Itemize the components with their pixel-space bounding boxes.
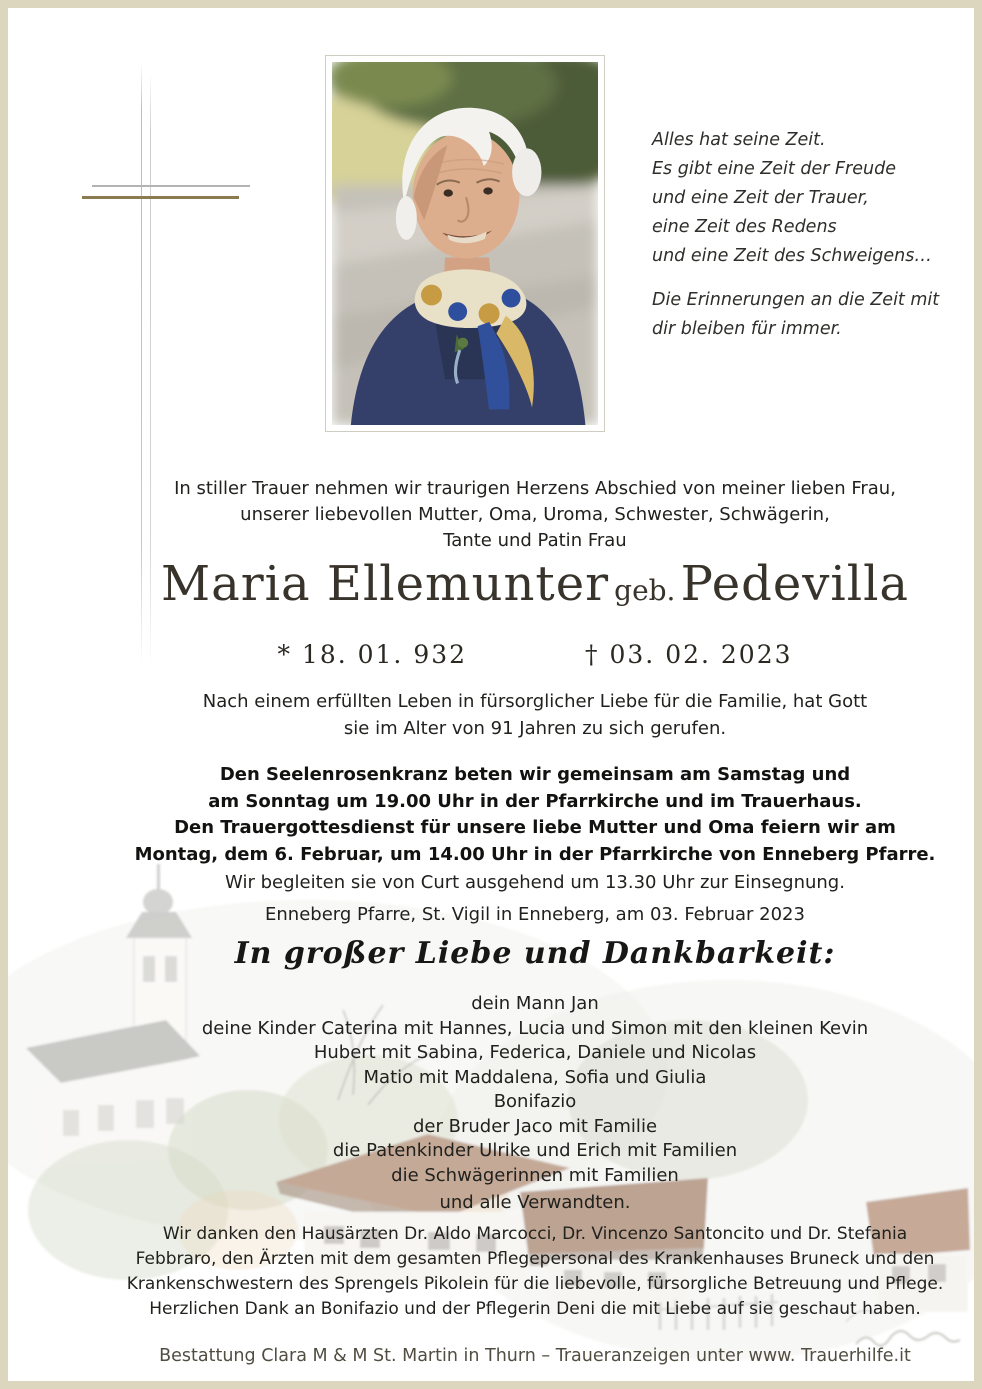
service-announcement: [90, 762, 980, 868]
death-date: † 03. 02. 2023: [585, 640, 793, 669]
thanks-line: Herzlichen Dank an Bonifazio und der Pflegerin Deni die mit Liebe auf sie geschaut haben.: [149, 1299, 921, 1319]
intro-paragraph: [90, 476, 980, 554]
intro-line: unserer liebevollen Mutter, Oma, Uroma, Schwester, Schwägerin,: [240, 504, 830, 525]
service-line: Den Trauergottesdienst für unsere liebe Mutter und Oma feiern wir am: [174, 817, 896, 838]
relatives-line: und alle Verwandten.: [439, 1192, 631, 1213]
poem-line: eine Zeit des Redens: [652, 217, 837, 237]
escort-note: Wir begleiten sie von Curt ausgehend um 13.30 Uhr zur Einsegnung.: [225, 872, 845, 893]
thanks-line: Wir danken den Hausärzten Dr. Aldo Marcocci, Dr. Vincenzo Santoncito und Dr. Stefania: [162, 1224, 908, 1244]
mourner-line: die Patenkinder Ulrike und Erich mit Familien: [332, 1140, 738, 1161]
mourner-line: die Schwägerinnen mit Familien: [391, 1164, 679, 1186]
poem-line: Die Erinnerungen an die Zeit mit: [652, 290, 940, 310]
mourner-line: deine Kinder Caterina mit Hannes, Lucia und Simon mit den kleinen Kevin: [201, 1017, 869, 1039]
life-line: sie im Alter von 91 Jahren zu sich gerufen.: [343, 718, 727, 739]
place-and-date: Enneberg Pfarre, St. Vigil in Enneberg, am 03. Februar 2023: [265, 904, 805, 925]
poem-line: Alles hat seine Zeit.: [652, 130, 826, 150]
deceased-maiden-name: Pedevilla: [680, 556, 910, 612]
gratitude-heading: In großer Liebe und Dankbarkeit:: [234, 936, 836, 971]
service-line: am Sonntag um 19.00 Uhr in der Pfarrkirche und im Trauerhaus.: [208, 790, 862, 812]
cross-horizontal-line: [92, 185, 250, 187]
deceased-name-geb: geb.: [614, 574, 676, 607]
thanks-line: Krankenschwestern des Sprengels Pikolein für die liebevolle, fürsorgliche Betreuung und Pflege.: [126, 1274, 944, 1294]
thanks-line: Febbraro, den Ärzten mit dem gesamten Pflegepersonal des Krankenhauses Bruneck und den: [135, 1249, 935, 1269]
footer-text: Bestattung Clara M & M St. Martin in Thurn – Traueranzeigen unter www. Trauerhilfe.it: [159, 1346, 911, 1366]
mourner-line: Hubert mit Sabina, Federica, Daniele und Nicolas: [313, 1042, 757, 1063]
intro-line: Tante und Patin Frau: [443, 530, 627, 551]
thanks-paragraph: [30, 1222, 982, 1322]
poem: [652, 126, 962, 344]
mourner-line: dein Mann Jan: [471, 993, 599, 1014]
service-line: Den Seelenrosenkranz beten wir gemeinsam am Samstag und: [219, 764, 851, 785]
mourner-line: Matio mit Maddalena, Sofia und Giulia: [363, 1066, 707, 1088]
cross-horizontal-line-olive: [82, 196, 239, 199]
service-line: Montag, dem 6. Februar, um 14.00 Uhr in der Pfarrkirche von Enneberg Pfarre.: [134, 843, 936, 865]
life-line: Nach einem erfüllten Leben in fürsorglicher Liebe für die Familie, hat Gott: [202, 691, 868, 712]
deceased-name: [90, 556, 980, 612]
poem-line: und eine Zeit der Trauer,: [652, 188, 869, 208]
life-summary: [90, 688, 980, 742]
mourner-line: Bonifazio: [493, 1091, 577, 1112]
intro-line: In stiller Trauer nehmen wir traurigen Herzens Abschied von meiner lieben Frau,: [174, 478, 896, 499]
mourner-line: der Bruder Jaco mit Familie: [412, 1115, 658, 1137]
life-dates: [90, 640, 980, 669]
portrait-photo: [325, 55, 605, 432]
poem-line: dir bleiben für immer.: [652, 319, 842, 339]
poem-line: Es gibt eine Zeit der Freude: [652, 159, 896, 179]
deceased-name-main: Maria Ellemunter: [160, 556, 610, 612]
birth-date: * 18. 01. 932: [277, 640, 468, 669]
mourners-list: [90, 992, 980, 1188]
poem-line: und eine Zeit des Schweigens…: [652, 246, 932, 266]
